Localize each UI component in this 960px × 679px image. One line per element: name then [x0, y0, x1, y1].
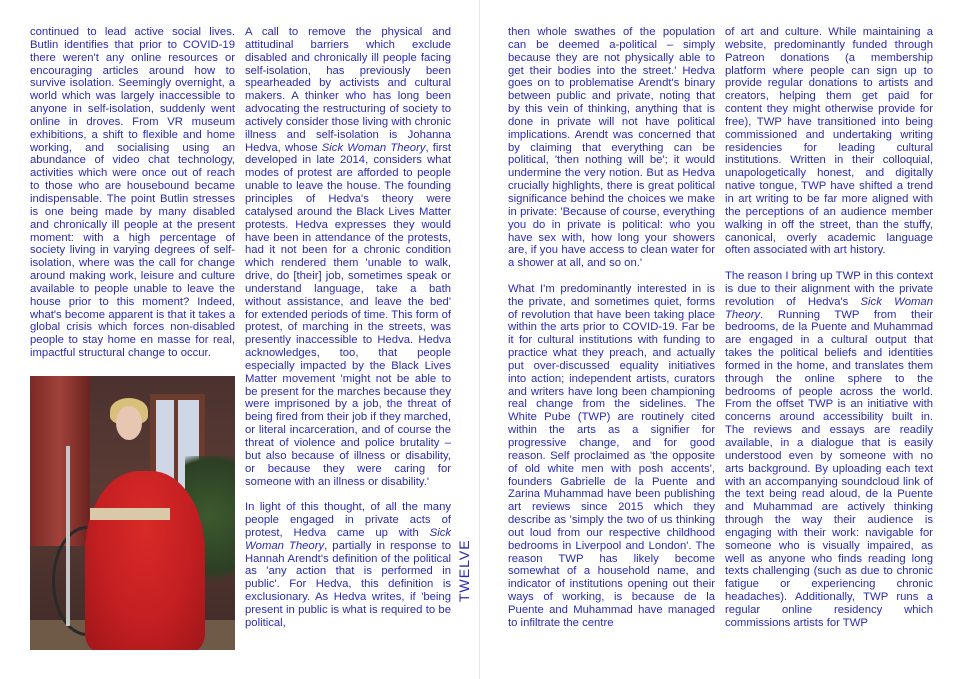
text: In light of this thought, of all the many people engaged in private acts of protest, Hedva came up with	[245, 501, 451, 539]
paragraph: then whole swathes of the population can be deemed a-political – simply because they are not physically able to get their bodies into the street.' Hedva goes on to problematise Arendt's binary between public and private, noting that by this vein of thinking, anything that is done in private will not have political implications. Arendt was concerned that by claiming that everything can be political, 'then nothing will be'; it would undermine the very notion. But as Hedva crucially highlights, there is great political significance behind the choices we make in private: 'Because of course, everything you do in private is political: who you have sex with, how long your showers are, if you have access to clean water for a shower at all, and so on.'	[508, 26, 715, 270]
page-spine	[479, 0, 480, 679]
section-label: TWELVE	[456, 539, 472, 602]
book-title: Sick Woman Theory	[321, 141, 426, 154]
column-4	[725, 26, 933, 643]
column-1	[30, 26, 235, 373]
tray-table	[90, 508, 170, 520]
column-2	[245, 26, 451, 643]
face	[116, 406, 142, 440]
text: . Running TWP from their bedrooms, de la Puente and Muhammad are engaged in a cultural output that takes the political beliefs and identities formed in the home, and translates them through the online sphere to the bedrooms of people across the world. From the offset TWP is an initiative with concerns around accessibility built in. The reviews and essays are readily available, in a dialogue that is easily understood even by someone with no arts background. By uploading each text with an accompanying soundcloud link of the text being read aloud, de la Puente and Muhammad are actively thinking through the way their audience is engaging with their work: navigable for someone who is visually impaired, as well as anyone who finds reading long texts challenging (such as due to chronic fatigue or experiencing chronic headaches). Additionally, TWP runs a regular online residency which commissions artists for TWP	[725, 308, 933, 629]
text: , first developed in late 2014, considers what modes of protest are afforded to people unable to leave the house. The founding principles of Hedva's theory were catalysed around the Black Lives Matter protests. Hedva expresses they would have been in attendance of the protests, had it not been for a chronic condition which rendered them 'unable to walk, drive, do [their] job, sometimes speak or understand language, take a bath without assistance, and leave the bed' for extended periods of time. This form of protest, of marching in the streets, was presently inaccessible to Hedva. Hedva acknowledges, too, that people especially impacted by the Black Lives Matter movement 'might not be able to be present for the marches because they were imprisoned by a job, the threat of being fired from their job if they marched, or literal incarceration, and of course the threat of violence and police brutality – but also because of illness or disability, or because they were caring for someone with an illness or disability.'	[245, 141, 451, 488]
text: The reason I bring up TWP in this context is due to their alignment with the private revolution of Hedva's	[725, 270, 933, 308]
red-curtain	[30, 376, 90, 546]
paragraph: What I'm predominantly interested in is the private, and sometimes quiet, forms of revolution that have been taking place within the arts prior to COVID-19. Far be it for cultural institutions with funding to practice what they preach, and actually put over-discussed equality initiatives into action; independent artists, curators and writers have long been championing real change from the sidelines. The White Pube (TWP) are routinely cited within the arts as a signifier for progressive change, and for good reason. Self proclaimed as 'the opposite of old white men with posh accents', founders Gabrielle de la Puente and Zarina Muhammad have been publishing art reviews since 2015 which they describe as 'simply the two of us thinking out loud from our respective childhood bedrooms in Liverpool and London'. The reason TWP has likely become somewhat of a household name, and indicator of institutions opening out their ways of working, is because de la Puente and Muhammad have managed to infiltrate the centre	[508, 282, 715, 629]
paragraph	[725, 270, 933, 630]
portrait-photo	[30, 376, 235, 650]
paragraph: continued to lead active social lives. Butlin identifies that prior to COVID-19 there weren't any online resources or encouraging articles around how to survive isolation. Seemingly overnight, a world which was largely inaccessible to anyone in self-isolation, suddenly went online in droves. From VR museum exhibitions, a shift to flexible and home working, and socialising using an abundance of video chat technology, activities which were once out of reach to those who are housebound became indispensable. The point Butlin stresses is one being made by many disabled and chronically ill people at the present moment: with a high percentage of society living in varying degrees of self-isolation, where was the call for change around making work, leisure and culture available to people unable to leave the house prior to this moment? Indeed, what's become apparent is that it takes a global crisis which forces non-disabled people to stay home en masse for real, impactful structural change to occur.	[30, 26, 235, 360]
book-title: Sick Woman Theory	[725, 295, 933, 321]
paragraph	[245, 26, 451, 488]
paragraph	[245, 501, 451, 629]
text: , partially in response to Hannah Arendt's definition of the political as 'any action that is performed in public'. For Hedva, this definition is exclusionary. As Hedva writes, if 'being present in public is what is required to be political,	[245, 539, 451, 629]
paragraph: of art and culture. While maintaining a website, predominantly funded through Patreon donations (a membership platform where people can sign up to provide regular donations to artists and creators, helping them get paid for content they might otherwise provide for free), TWP have transitioned into being commissioned and undertaking writing residencies for leading cultural institutions. Written in their colloquial, unapologetically honest, and digitally native tongue, TWP have shifted a trend in art writing to be far more aligned with the perceptions of an audience member walking in off the street, than the stuffy, canonical, overly academic language often associated with art history.	[725, 26, 933, 257]
walking-cane	[66, 446, 70, 626]
text: A call to remove the physical and attitudinal barriers which exclude disabled and chronically ill people facing self-isolation, has previously been spearheaded by activists and cultural makers. A thinker who has long been advocating the restructuring of society to actively consider those living with chronic illness and self-isolation is Johanna Hedva, whose	[245, 26, 451, 154]
column-3	[508, 26, 715, 643]
book-title: Sick Woman Theory	[245, 526, 451, 552]
red-dress	[85, 471, 205, 650]
